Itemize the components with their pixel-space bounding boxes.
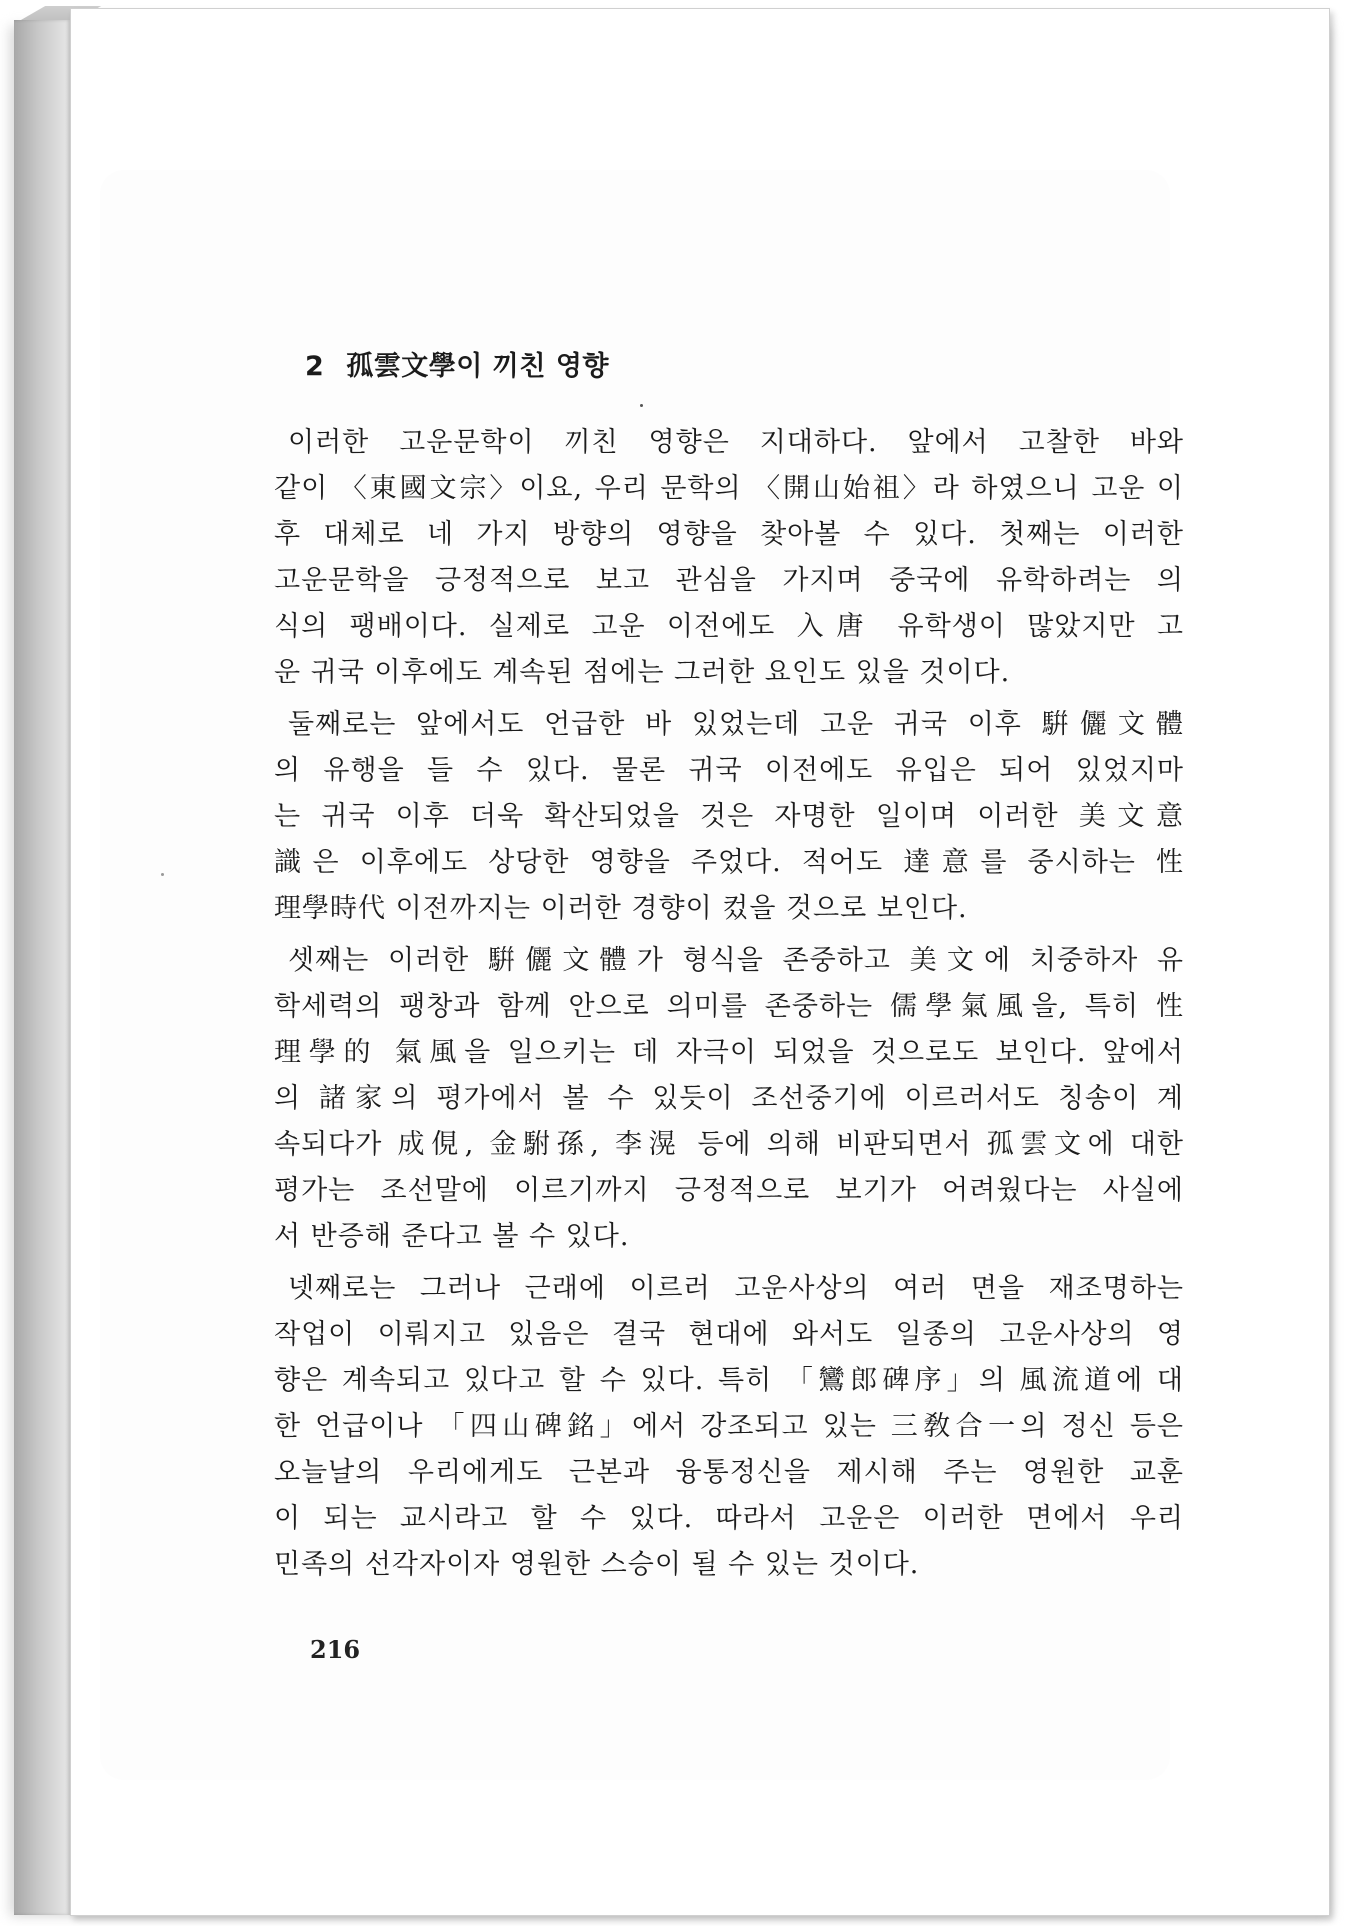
section-number: 2	[305, 351, 325, 382]
margin-speck	[161, 873, 164, 876]
text-line: 향은 계속되고 있다고 할 수 있다. 특히 「鸞郎碑序」의 風流道에 대	[274, 1365, 1184, 1396]
text-line: 이러한 고운문학이 끼친 영향은 지대하다. 앞에서 고찰한 바와	[288, 427, 1184, 458]
text-line: 둘째로는 앞에서도 언급한 바 있었는데 고운 귀국 이후 騈儷文體	[288, 709, 1184, 740]
ink-speck	[640, 404, 643, 407]
paragraph-1	[274, 420, 1184, 696]
text-line: 평가는 조선말에 이르기까지 긍정적으로 보기가 어려웠다는 사실에	[274, 1175, 1184, 1206]
text-line: 운 귀국 이후에도 계속된 점에는 그러한 요인도 있을 것이다.	[274, 657, 1011, 688]
text-line: 학세력의 팽창과 함께 안으로 의미를 존중하는 儒學氣風을, 특히 性	[274, 991, 1184, 1022]
paragraph-4	[274, 1266, 1184, 1588]
text-line: 고운문학을 긍정적으로 보고 관심을 가지며 중국에 유학하려는 의	[274, 565, 1184, 596]
text-line: 한 언급이나 「四山碑銘」에서 강조되고 있는 三敎合一의 정신 등은	[274, 1411, 1184, 1442]
text-line: 넷째로는 그러나 근래에 이르러 고운사상의 여러 면을 재조명하는	[288, 1273, 1184, 1304]
text-line: 의 諸家의 평가에서 볼 수 있듯이 조선중기에 이르러서도 칭송이 계	[274, 1083, 1184, 1114]
text-line: 理學時代 이전까지는 이러한 경향이 컸을 것으로 보인다.	[274, 893, 968, 924]
body-text	[274, 420, 1184, 1588]
text-line: 후 대체로 네 가지 방향의 영향을 찾아볼 수 있다. 첫째는 이러한	[274, 519, 1184, 550]
text-line: 는 귀국 이후 더욱 확산되었을 것은 자명한 일이며 이러한 美文意	[274, 801, 1184, 832]
text-line: 理學的 氣風을 일으키는 데 자극이 되었을 것으로도 보인다. 앞에서	[274, 1037, 1184, 1068]
paragraph-2	[274, 702, 1184, 932]
text-line: 오늘날의 우리에게도 근본과 융통정신을 제시해 주는 영원한 교훈	[274, 1457, 1184, 1488]
text-line: 민족의 선각자이자 영원한 스승이 될 수 있는 것이다.	[274, 1549, 920, 1580]
text-line: 識은 이후에도 상당한 영향을 주었다. 적어도 達意를 중시하는 性	[274, 847, 1184, 878]
paragraph-3	[274, 938, 1184, 1260]
text-line: 같이 〈東國文宗〉이요, 우리 문학의 〈開山始祖〉라 하였으니 고운 이	[274, 473, 1184, 504]
book-spine	[14, 20, 70, 1915]
text-line: 작업이 이뤄지고 있음은 결국 현대에 와서도 일종의 고운사상의 영	[274, 1319, 1184, 1350]
text-line: 식의 팽배이다. 실제로 고운 이전에도 入唐 유학생이 많았지만 고	[274, 611, 1184, 642]
section-title: 孤雲文學이 끼친 영향	[346, 351, 610, 382]
section-heading	[305, 344, 609, 383]
text-line: 이 되는 교시라고 할 수 있다. 따라서 고운은 이러한 면에서 우리	[274, 1503, 1184, 1534]
text-line: 서 반증해 준다고 볼 수 있다.	[274, 1221, 630, 1252]
page-number: 216	[310, 1635, 361, 1664]
text-line: 셋째는 이러한 騈儷文體가 형식을 존중하고 美文에 치중하자 유	[288, 945, 1184, 976]
text-line: 의 유행을 들 수 있다. 물론 귀국 이전에도 유입은 되어 있었지마	[274, 755, 1184, 786]
text-line: 속되다가 成俔, 金駙孫, 李滉 등에 의해 비판되면서 孤雲文에 대한	[274, 1129, 1184, 1160]
